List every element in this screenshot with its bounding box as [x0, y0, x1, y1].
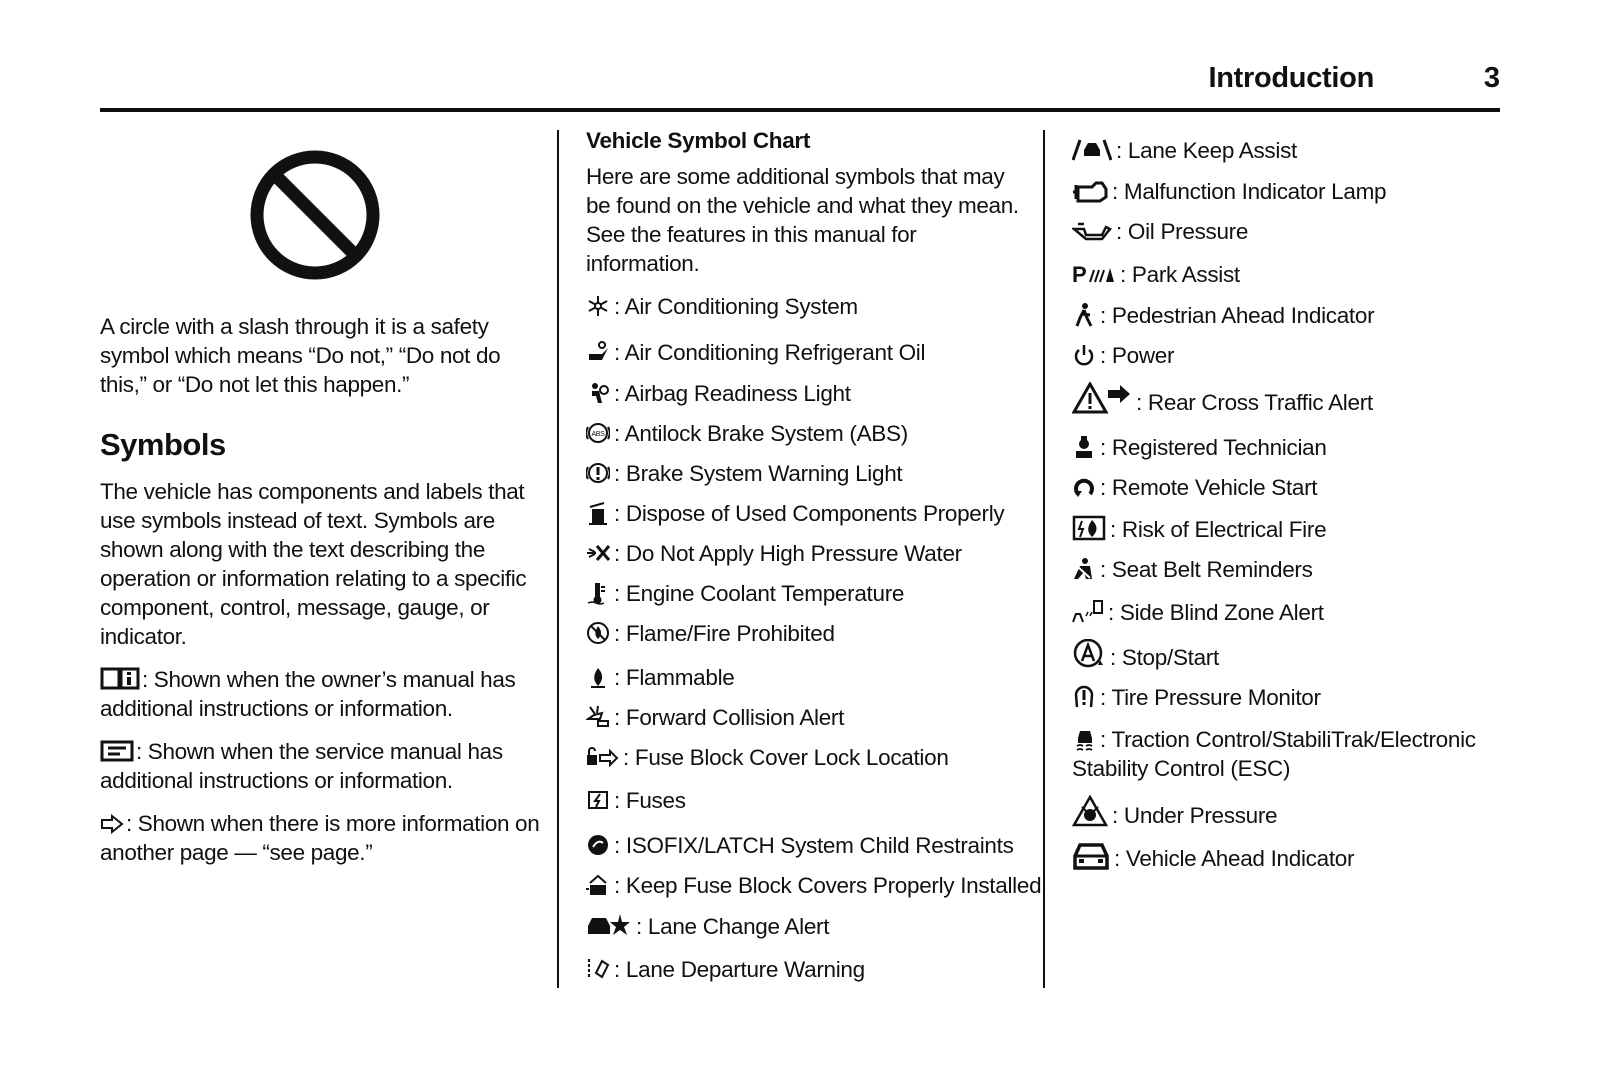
electrical-fire-icon — [1072, 515, 1106, 541]
symbol-label: : Seat Belt Reminders — [1100, 557, 1313, 582]
symbol-entry — [586, 419, 1026, 448]
section-title: Introduction — [1208, 62, 1374, 94]
symbol-entry — [1072, 136, 1502, 165]
fuse-icon — [586, 788, 610, 812]
symbol-label: : Vehicle Ahead Indicator — [1114, 846, 1355, 871]
symbol-entry — [1072, 683, 1502, 712]
symbol-entry — [1072, 382, 1502, 417]
symbol-label: : Flammable — [614, 665, 735, 690]
owners-manual-note — [100, 665, 540, 723]
symbol-entry — [1072, 639, 1502, 672]
symbol-entry — [586, 579, 1026, 608]
symbol-label: : Brake System Warning Light — [614, 461, 903, 486]
symbol-label: : Lane Departure Warning — [614, 957, 865, 982]
symbol-label: : Oil Pressure — [1116, 219, 1249, 244]
oil-can-icon — [586, 340, 610, 364]
symbol-label: : Park Assist — [1120, 262, 1240, 287]
arrow-right-icon — [100, 814, 124, 834]
symbol-entry — [1072, 433, 1502, 462]
no-flame-icon — [586, 621, 610, 645]
symbol-label: : Pedestrian Ahead Indicator — [1100, 303, 1375, 328]
snowflake-icon — [586, 294, 610, 318]
symbol-entry — [1072, 515, 1502, 544]
symbol-label: : Antilock Brake System (ABS) — [614, 421, 908, 446]
thermometer-icon — [586, 581, 610, 605]
symbol-entry — [586, 955, 1026, 984]
right-column — [1072, 126, 1502, 873]
abs-icon — [586, 421, 610, 445]
middle-column — [586, 128, 1042, 984]
symbol-entry — [1072, 260, 1502, 289]
symbol-entry — [586, 831, 1026, 860]
symbol-entry — [1072, 217, 1502, 246]
symbol-label: : Tire Pressure Monitor — [1100, 685, 1321, 710]
column-divider — [1043, 130, 1045, 988]
symbol-label: : Under Pressure — [1112, 803, 1278, 828]
symbol-label: : Lane Change Alert — [636, 914, 830, 939]
service-manual-icon — [100, 740, 134, 762]
dispose-icon — [586, 501, 610, 525]
symbol-entry — [1072, 598, 1502, 627]
symbol-entry — [586, 743, 1026, 772]
no-water-spray-icon — [586, 541, 610, 565]
symbol-entry — [1072, 842, 1502, 873]
symbol-label: : Dispose of Used Components Properly — [614, 501, 1005, 526]
symbol-list — [1072, 136, 1502, 873]
symbol-label: : Traction Control/StabiliTrak/Electronic Stability Control (ESC) — [1072, 727, 1476, 781]
symbol-entry — [1072, 725, 1502, 783]
symbol-label: : Engine Coolant Temperature — [614, 581, 905, 606]
airbag-person-icon — [586, 381, 610, 405]
symbol-entry — [586, 703, 1026, 732]
symbol-entry — [586, 619, 1026, 648]
left-column — [100, 128, 540, 881]
owners-manual-text: : Shown when the owner’s manual has additional instructions or information. — [100, 667, 516, 721]
svg-text:ABS: ABS — [591, 431, 605, 438]
page-header — [100, 60, 1500, 112]
symbol-label: : Flame/Fire Prohibited — [614, 621, 835, 646]
symbol-entry — [586, 292, 1026, 321]
rear-cross-icon — [1072, 382, 1132, 414]
symbol-label: : Registered Technician — [1100, 435, 1327, 460]
see-page-text: : Shown when there is more information on another page — “see page.” — [100, 811, 540, 865]
seat-belt-icon — [1072, 557, 1096, 581]
prohibition-icon — [248, 148, 382, 282]
symbols-body: The vehicle has components and labels that use symbols instead of text. Symbols are shown along with the text describing the operation or information relating to a specific component, control, message, gauge, or indicator. — [100, 479, 527, 649]
symbol-entry — [1072, 301, 1502, 330]
chart-intro: Here are some additional symbols that may be found on the vehicle and what they mean. See the features in this manual for information. — [586, 164, 1019, 276]
symbol-entry — [586, 459, 1026, 488]
symbol-label: : Forward Collision Alert — [614, 705, 845, 730]
blind-zone-icon — [1072, 600, 1104, 624]
under-pressure-icon — [1072, 795, 1108, 827]
symbol-label: : Airbag Readiness Light — [614, 381, 851, 406]
symbol-entry — [586, 663, 1026, 692]
symbol-label: : Power — [1100, 343, 1175, 368]
symbol-list — [586, 292, 1042, 984]
lane-keep-icon — [1072, 138, 1112, 162]
fuse-cover-icon — [586, 873, 610, 897]
see-page-note — [100, 809, 540, 867]
intro-text: A circle with a slash through it is a safety symbol which means “Do not,” “Do not do this,” or “Do not let this happen.” — [100, 314, 501, 397]
engine-icon — [1072, 179, 1108, 203]
symbol-label: : Remote Vehicle Start — [1100, 475, 1318, 500]
symbol-entry — [586, 338, 1026, 367]
flame-icon — [586, 665, 610, 689]
symbol-label: : Air Conditioning Refrigerant Oil — [614, 340, 926, 365]
symbol-entry — [1072, 555, 1502, 584]
symbol-label: : Do Not Apply High Pressure Water — [614, 541, 962, 566]
traction-control-icon — [1072, 727, 1096, 751]
book-info-icon — [100, 666, 140, 690]
vehicle-ahead-icon — [1072, 842, 1110, 870]
remote-start-icon — [1072, 475, 1096, 499]
service-manual-text: : Shown when the service manual has additional instructions or information. — [100, 739, 503, 793]
oil-pressure-icon — [1072, 219, 1112, 243]
symbol-label: : Air Conditioning System — [614, 294, 858, 319]
pedestrian-icon — [1072, 303, 1096, 327]
brake-warning-icon — [586, 461, 610, 485]
symbol-entry — [1072, 473, 1502, 502]
symbol-label: : Keep Fuse Block Covers Properly Installed — [614, 873, 1042, 898]
symbol-label: : ISOFIX/LATCH System Child Restraints — [614, 833, 1014, 858]
symbol-label: : Lane Keep Assist — [1116, 138, 1297, 163]
lane-change-icon — [586, 912, 632, 938]
symbol-entry — [1072, 795, 1502, 830]
symbol-entry — [586, 539, 1026, 568]
page-number: 3 — [1483, 62, 1500, 94]
symbols-heading: Symbols — [100, 427, 226, 462]
symbol-label: : Malfunction Indicator Lamp — [1112, 179, 1387, 204]
power-icon — [1072, 343, 1096, 367]
symbol-entry — [1072, 341, 1502, 370]
symbol-entry — [586, 912, 1026, 941]
tire-pressure-icon — [1072, 685, 1096, 709]
symbol-entry — [586, 499, 1026, 528]
symbol-entry — [1072, 177, 1502, 206]
stop-start-icon — [1072, 639, 1106, 669]
symbol-label: : Rear Cross Traffic Alert — [1136, 390, 1373, 415]
technician-icon — [1072, 435, 1096, 459]
column-divider — [557, 130, 559, 988]
lock-arrow-icon — [586, 745, 619, 769]
symbol-entry — [586, 786, 1026, 815]
collision-icon — [586, 705, 610, 729]
symbol-label: : Side Blind Zone Alert — [1108, 600, 1324, 625]
park-assist-icon — [1072, 262, 1116, 286]
symbol-label: : Risk of Electrical Fire — [1110, 517, 1327, 542]
lane-departure-icon — [586, 957, 610, 981]
svg-text:P: P — [1072, 262, 1087, 286]
symbol-entry — [586, 379, 1026, 408]
symbol-label: : Fuses — [614, 788, 686, 813]
symbol-label: : Stop/Start — [1110, 645, 1219, 670]
child-seat-icon — [586, 833, 610, 857]
symbol-entry — [586, 871, 1042, 900]
service-manual-note — [100, 737, 540, 795]
symbol-label: : Fuse Block Cover Lock Location — [623, 745, 949, 770]
chart-heading: Vehicle Symbol Chart — [586, 128, 811, 153]
